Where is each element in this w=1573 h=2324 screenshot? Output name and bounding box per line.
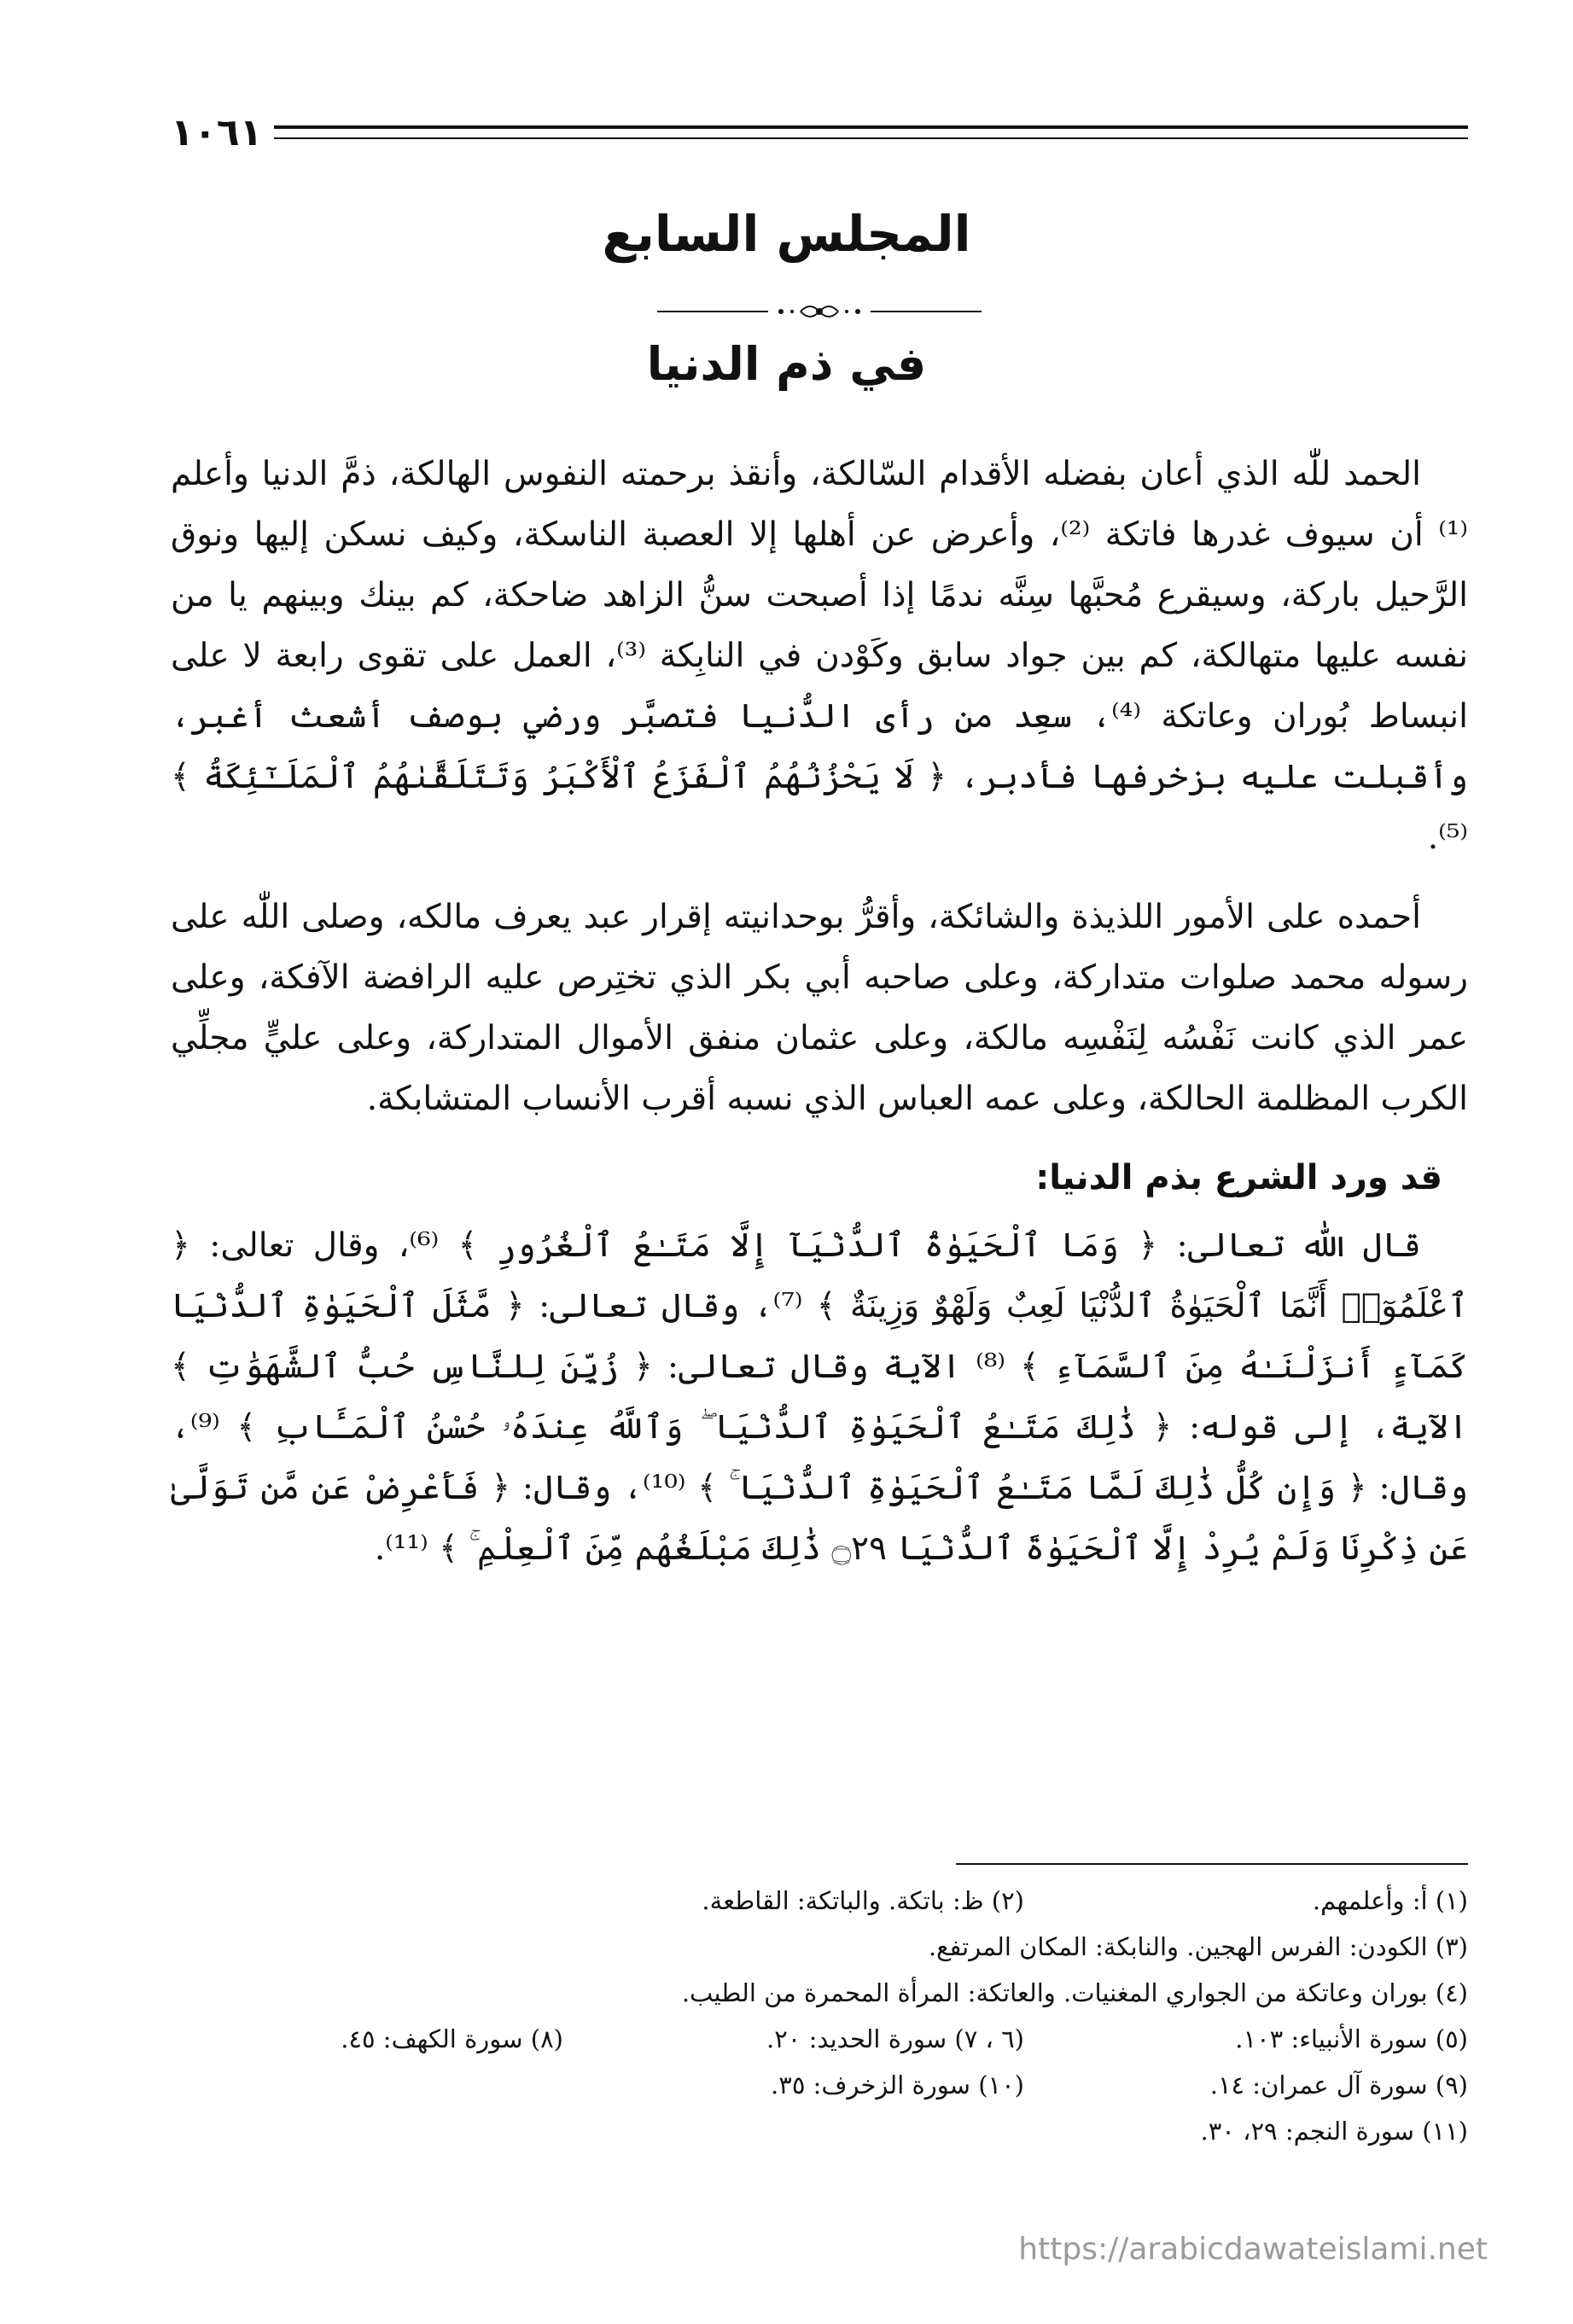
footnote-2: (٢) ظ: باتكة. والباتكة: القاطعة. (702, 1886, 1024, 1915)
majlis-title: المجلس السابع (602, 205, 971, 263)
footnote-1: (١) أ: وأعلمهم. (1312, 1886, 1468, 1915)
footnote-row (171, 1924, 1468, 1970)
footnote-row (171, 2062, 1468, 2108)
footnote-row (171, 2016, 1468, 2062)
watermark-url: https://arabicdawateislami.net (1018, 2232, 1488, 2267)
ornament-divider (657, 294, 982, 329)
footnote-row (171, 1970, 1468, 2016)
header-rule (274, 125, 1468, 139)
paragraph-2: أحمده على الأمور اللذيذة والشائكة، وأقرُّ بوحدانيته إقرار عبد يعرف مالكه، وصلى اللّٰه على رسوله محمد صلوات متداركة، وعلى صاحبه أبي بكر الذي تختِرص عليه الرافضة الآفكة، وعلى عمر الذي كانت نَفْسُه لِنَفْسِه مالكة، وعلى عثمان منفق الأموال المتداركة، وعلى عليٍّ مجلِّي الكرب المظلمة الحالكة، وعلى عمه العباس الذي نسبه أقرب الأنساب المتشابكة. (171, 898, 1469, 1118)
footnote-11: (١١) سورة النجم: ٢٩، ٣٠. (1200, 2117, 1468, 2146)
footnote-10: (١٠) سورة الزخرف: ٣٥. (771, 2071, 1024, 2100)
footnote-5: (٥) سورة الأنبياء: ١٠٣. (1235, 2024, 1468, 2053)
footnote-8: (٨) سورة الكهف: ٤٥. (341, 2024, 563, 2053)
page-header (171, 94, 1468, 171)
footnote-row (171, 1878, 1468, 1924)
paragraph-3: قال اللّٰه تعالى: ﴿ وَمَا ٱلْحَيَوٰةُ ٱلدُّنْيَآ إِلَّا مَتَـٰعُ ٱلْغُرُورِ ﴾ ⁽⁶⁾، وقال تعالى: ﴿ ٱعْلَمُوٓا۟ أَنَّمَا ٱلْحَيَوٰةُ ٱلدُّنْيَا لَعِبٌ وَلَهْوٌ وَزِينَةٌ ﴾ ⁽⁷⁾، وقال تعالى: ﴿ مَّثَلَ ٱلْحَيَوٰةِ ٱلدُّنْيَا كَمَآءٍ أَنزَلْنَـٰهُ مِنَ ٱلسَّمَآءِ ﴾ ⁽⁸⁾ الآية وقال تعالى: ﴿ زُيِّنَ لِلنَّاسِ حُبُّ ٱلشَّهَوَٰتِ ﴾ الآية، إلى قوله: ﴿ ذَٰلِكَ مَتَـٰعُ ٱلْحَيَوٰةِ ٱلدُّنْيَا ۖ وَٱللَّهُ عِندَهُۥ حُسْنُ ٱلْمَـَٔابِ ﴾ ⁽⁹⁾، وقال: ﴿ وَإِن كُلُّ ذَٰلِكَ لَمَّا مَتَـٰعُ ٱلْحَيَوٰةِ ٱلدُّنْيَا ۚ ﴾ ⁽¹⁰⁾، وقال: ﴿ فَأَعْرِضْ عَن مَّن تَوَلَّىٰ عَن ذِكْرِنَا وَلَمْ يُرِدْ إِلَّا ٱلْحَيَوٰةَ ٱلدُّنْيَا ۝٢٩ ذَٰلِكَ مَبْلَغُهُم مِّنَ ٱلْعِلْمِ ۚ ﴾ ⁽¹¹⁾. (171, 1226, 1469, 1568)
footnote-4: (٤) بوران وعاتكة من الجواري المغنيات. والعاتكة: المرأة المحمرة من الطيب. (681, 1978, 1468, 2007)
subject-title: في ذم الدنيا (646, 337, 927, 391)
footnote-row (171, 2108, 1468, 2154)
section-heading: قد ورد الشرع بذم الدنيا: (1035, 1158, 1442, 1197)
footnote-3: (٣) الكودن: الفرس الهجين. والنابكة: المكان المرتفع. (928, 1932, 1468, 1961)
footnotes (171, 1878, 1468, 2154)
footnote-rule (956, 1863, 1468, 1865)
page-number: ١٠٦١ (171, 110, 263, 154)
footnote-9: (٩) سورة آل عمران: ١٤. (1209, 2071, 1468, 2100)
footnote-6-7: (٦ ، ٧) سورة الحديد: ٢٠. (766, 2024, 1024, 2053)
paragraph-1: الحمد للّٰه الذي أعان بفضله الأقدام السّالكة، وأنقذ برحمته النفوس الهالكة، ذمَّ الدنيا وأعلم ⁽¹⁾ أن سيوف غدرها فاتكة ⁽²⁾، وأعرض عن أهلها إلا العصبة الناسكة، وكيف نسكن إليها ونوق الرَّحيل باركة، وسيقرع مُحبَّها سِنَّه ندمًا إذا أصبحت سنُّ الزاهد ضاحكة، كم بينك وبينهم يا من نفسه عليها متهالكة، كم بين جواد سابق وكَوْدن في النابِكة ⁽³⁾، العمل على تقوى رابعة لا على انبساط بُوران وعاتكة ⁽⁴⁾، سعِد من رأى الدُّنيا فتصبَّر ورضي بوصف أشعث أغبر، وأقبلت عليه بزخرفها فأدبر، ﴿ لَا يَحْزُنُهُمُ ٱلْفَزَعُ ٱلْأَكْبَرُ وَتَتَلَقَّىٰهُمُ ٱلْمَلَـٰٓئِكَةُ ﴾ ⁽⁵⁾. (171, 455, 1469, 857)
body-text (171, 444, 1468, 1598)
